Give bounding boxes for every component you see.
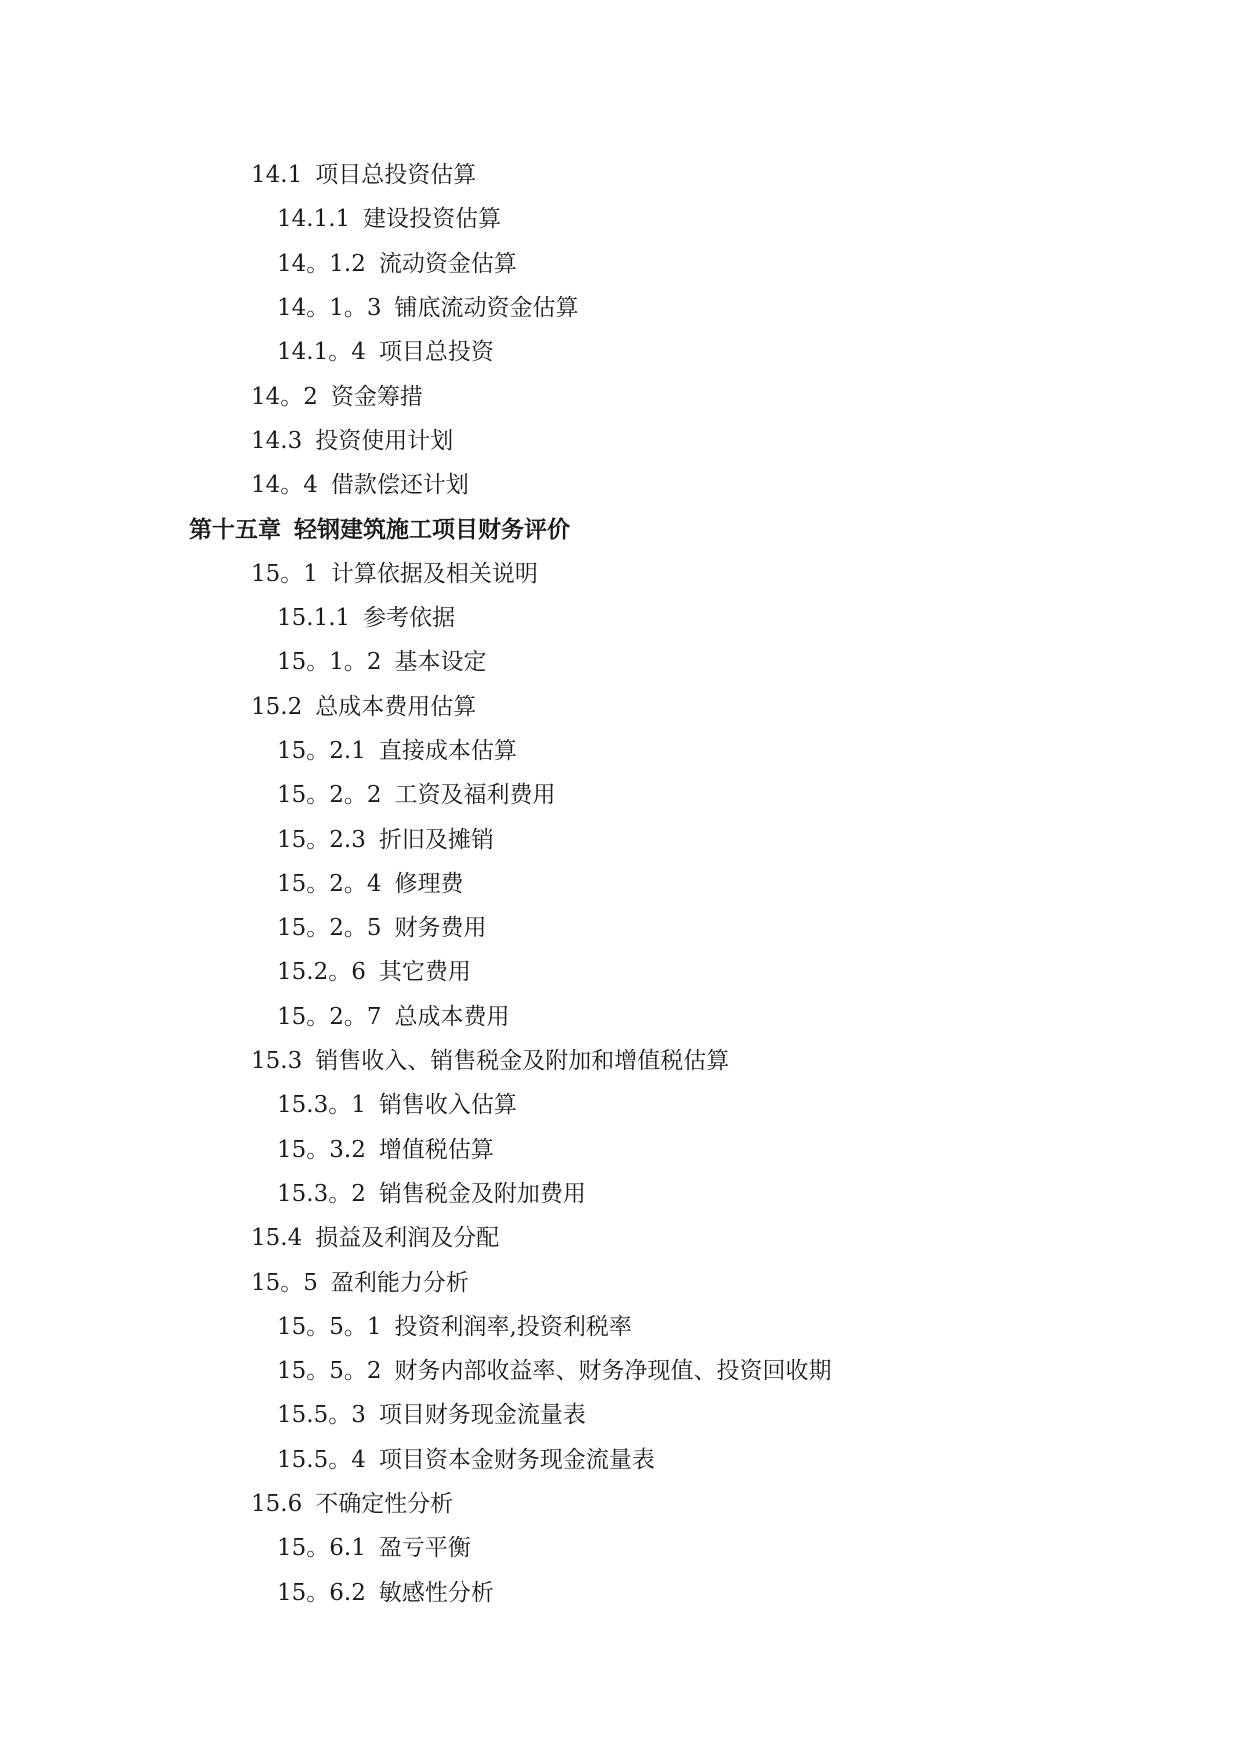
toc-entry-number: 14.1 bbox=[251, 162, 303, 189]
toc-entry-title: 损益及利润及分配 bbox=[315, 1225, 500, 1252]
toc-entry-number: 15。2.1 bbox=[277, 738, 366, 764]
toc-entry-number: 14.1.1 bbox=[277, 206, 351, 233]
toc-subsection-entry bbox=[0, 950, 1240, 994]
toc-section-entry bbox=[0, 419, 1240, 463]
toc-subsection-entry bbox=[0, 862, 1240, 906]
toc-section-entry bbox=[0, 1482, 1240, 1526]
toc-entry-number: 15.5。4 bbox=[277, 1446, 366, 1473]
toc-section-entry bbox=[0, 1039, 1240, 1083]
toc-entry-title: 总成本费用估算 bbox=[315, 693, 477, 720]
toc-subsection-entry bbox=[0, 242, 1240, 286]
toc-entry-number: 15。2。5 bbox=[277, 915, 382, 942]
toc-entry-number: 15.4 bbox=[251, 1225, 303, 1252]
toc-entry-number: 15。2。4 bbox=[277, 870, 382, 897]
toc-entry-number: 15。3.2 bbox=[277, 1136, 366, 1163]
toc-subsection-entry bbox=[0, 773, 1240, 817]
toc-entry-title: 修理费 bbox=[394, 870, 464, 897]
toc-subsection-entry bbox=[0, 1393, 1240, 1437]
toc-chapter-heading bbox=[0, 507, 1240, 551]
toc-entry-number: 15.3。2 bbox=[277, 1180, 366, 1207]
toc-entry-title: 基本设定 bbox=[394, 649, 487, 676]
toc-entry-title: 投资使用计划 bbox=[315, 427, 454, 454]
toc-entry-number: 15。5。2 bbox=[277, 1358, 382, 1385]
toc-entry-title: 项目总投资 bbox=[378, 339, 494, 366]
toc-subsection-entry bbox=[0, 906, 1240, 950]
toc-entry-title: 敏感性分析 bbox=[378, 1579, 494, 1606]
toc-section-entry bbox=[0, 374, 1240, 418]
toc-subsection-entry bbox=[0, 1172, 1240, 1216]
toc-entry-title: 资金筹措 bbox=[330, 383, 423, 410]
toc-subsection-entry bbox=[0, 1438, 1240, 1482]
toc-entry-title: 投资利润率,投资利税率 bbox=[394, 1313, 632, 1340]
toc-entry-title: 建设投资估算 bbox=[363, 206, 502, 233]
toc-entry-number: 15.3 bbox=[251, 1048, 303, 1075]
toc-entry-title: 项目资本金财务现金流量表 bbox=[378, 1446, 655, 1473]
toc-entry-title: 盈亏平衡 bbox=[378, 1535, 471, 1562]
toc-subsection-entry bbox=[0, 640, 1240, 684]
toc-entry-number: 14.3 bbox=[251, 427, 303, 454]
toc-section-entry bbox=[0, 552, 1240, 596]
toc-entry-title: 计算依据及相关说明 bbox=[330, 560, 538, 587]
toc-entry-title: 直接成本估算 bbox=[378, 738, 517, 764]
toc-entry-number: 15.2 bbox=[251, 693, 303, 720]
toc-entry-number: 15。2。7 bbox=[277, 1003, 382, 1030]
toc-entry-number: 15.2。6 bbox=[277, 959, 366, 986]
toc-entry-number: 15。1。2 bbox=[277, 649, 382, 676]
toc-entry-title: 流动资金估算 bbox=[378, 250, 517, 277]
toc-entry-title: 财务费用 bbox=[394, 915, 487, 942]
toc-entry-title: 其它费用 bbox=[378, 959, 471, 986]
toc-entry-number: 14.1。4 bbox=[277, 339, 366, 366]
toc-subsection-entry bbox=[0, 286, 1240, 330]
toc-entry-title: 项目财务现金流量表 bbox=[378, 1402, 586, 1429]
toc-subsection-entry bbox=[0, 1128, 1240, 1172]
toc-entry-title: 销售税金及附加费用 bbox=[378, 1180, 586, 1207]
toc-entry-number: 15.5。3 bbox=[277, 1402, 366, 1429]
toc-subsection-entry bbox=[0, 729, 1240, 773]
toc-subsection-entry bbox=[0, 1305, 1240, 1349]
toc-entry-number: 14。1。3 bbox=[277, 295, 382, 322]
toc-entry-number: 14。4 bbox=[251, 472, 318, 499]
toc-entry-title: 轻钢建筑施工项目财务评价 bbox=[294, 515, 570, 543]
toc-subsection-entry bbox=[0, 596, 1240, 640]
toc-entry-title: 参考依据 bbox=[363, 605, 456, 632]
toc-entry-number: 14。2 bbox=[251, 383, 318, 410]
toc-subsection-entry bbox=[0, 330, 1240, 374]
toc-entry-number: 15。1 bbox=[251, 560, 318, 587]
toc-section-entry bbox=[0, 685, 1240, 729]
toc-section-entry bbox=[0, 1260, 1240, 1304]
toc-entry-title: 折旧及摊销 bbox=[378, 826, 494, 853]
toc-entry-number: 15.3。1 bbox=[277, 1092, 366, 1119]
toc-entry-title: 增值税估算 bbox=[378, 1136, 494, 1163]
toc-subsection-entry bbox=[0, 1083, 1240, 1127]
toc-entry-number: 15。2。2 bbox=[277, 782, 382, 809]
toc-entry-title: 总成本费用 bbox=[394, 1003, 510, 1030]
toc-section-entry bbox=[0, 463, 1240, 507]
toc-entry-title: 项目总投资估算 bbox=[315, 162, 477, 189]
toc-subsection-entry bbox=[0, 197, 1240, 241]
toc-section-entry bbox=[0, 153, 1240, 197]
toc-entry-number: 15.6 bbox=[251, 1491, 303, 1518]
toc-subsection-entry bbox=[0, 817, 1240, 861]
toc-entry-title: 盈利能力分析 bbox=[330, 1269, 469, 1296]
toc-subsection-entry bbox=[0, 1571, 1240, 1615]
toc-entry-number: 第十五章 bbox=[189, 515, 281, 543]
toc-entry-title: 借款偿还计划 bbox=[330, 472, 469, 499]
toc-entry-number: 15.1.1 bbox=[277, 605, 351, 632]
toc-subsection-entry bbox=[0, 1526, 1240, 1570]
toc-section-entry bbox=[0, 1216, 1240, 1260]
toc-entry-number: 15。5 bbox=[251, 1269, 318, 1296]
toc-entry-title: 销售收入、销售税金及附加和增值税估算 bbox=[315, 1048, 730, 1075]
toc-entry-title: 铺底流动资金估算 bbox=[394, 295, 579, 322]
toc-entry-number: 15。5。1 bbox=[277, 1313, 382, 1340]
toc-entry-title: 工资及福利费用 bbox=[394, 782, 556, 809]
toc-entry-number: 15。6.1 bbox=[277, 1535, 366, 1562]
toc-entry-number: 15。2.3 bbox=[277, 826, 366, 853]
toc-entry-number: 15。6.2 bbox=[277, 1579, 366, 1606]
toc-entry-title: 不确定性分析 bbox=[315, 1491, 454, 1518]
toc-entry-title: 销售收入估算 bbox=[378, 1092, 517, 1119]
toc-entry-number: 14。1.2 bbox=[277, 250, 366, 277]
toc-subsection-entry bbox=[0, 1349, 1240, 1393]
table-of-contents bbox=[0, 153, 1240, 1615]
toc-subsection-entry bbox=[0, 995, 1240, 1039]
toc-entry-title: 财务内部收益率、财务净现值、投资回收期 bbox=[394, 1358, 832, 1385]
